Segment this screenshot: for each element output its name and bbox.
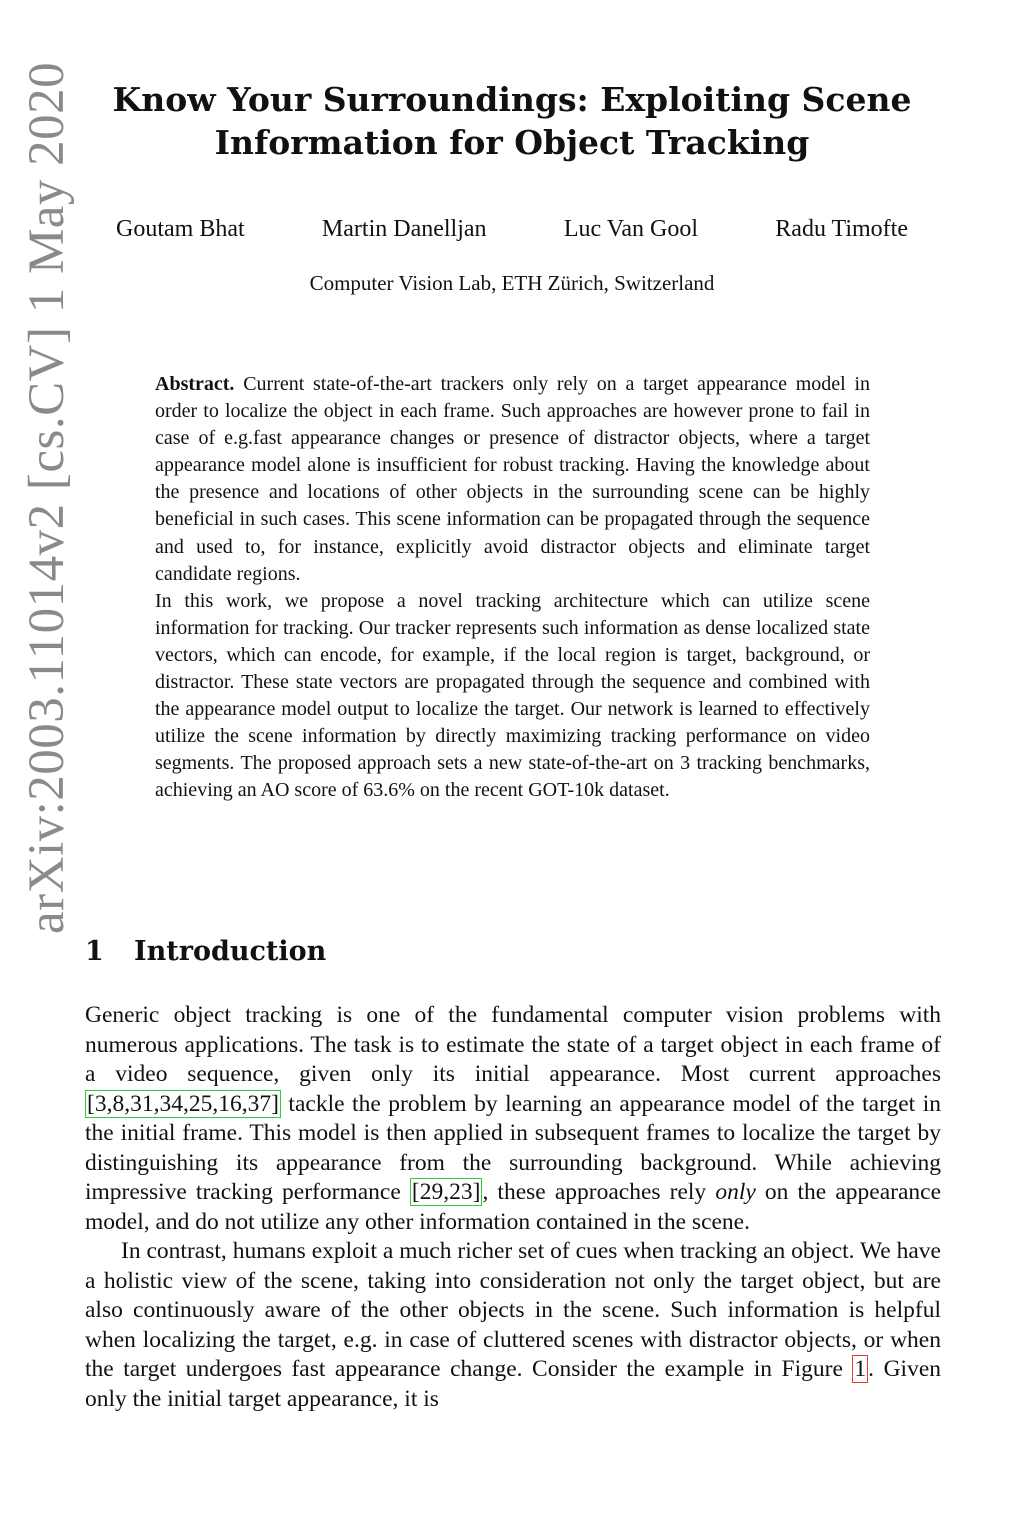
arxiv-identifier-stamp: arXiv:2003.11014v2 [cs.CV] 1 May 2020 xyxy=(19,61,75,934)
figure-reference-link[interactable]: 1 xyxy=(854,1356,867,1382)
author-4: Radu Timofte xyxy=(775,216,908,242)
emphasis-text: only xyxy=(715,1179,756,1205)
intro-paragraph-1 xyxy=(85,1001,941,1237)
abstract xyxy=(155,371,870,805)
citation-link[interactable]: [29,23] xyxy=(411,1179,481,1205)
intro-text: on the appearance model, and do not utilize any other information contained in the scene. xyxy=(85,1179,942,1235)
intro-text: . Given only the initial target appearance, it is xyxy=(85,1356,941,1412)
paper-title xyxy=(96,78,928,164)
intro-text: , these approaches rely xyxy=(482,1179,716,1205)
title-line-1: Know Your Surroundings: Exploiting Scene xyxy=(112,80,912,119)
author-2: Martin Danelljan xyxy=(321,216,487,242)
affiliation: Computer Vision Lab, ETH Zürich, Switzerland xyxy=(309,271,715,295)
introduction-body xyxy=(85,1001,941,1414)
section-title: Introduction xyxy=(134,936,327,967)
citation-link[interactable]: [3,8,31,34,25,16,37] xyxy=(87,1090,279,1117)
intro-text: tackle the problem by learning an appearance model of the target in the initial frame. This model is then applied in subsequent frames to localize the target by distinguishing its appearance from the surrounding background. While achieving impressive tracking performance xyxy=(85,1090,941,1205)
abstract-paragraph-2: In this work, we propose a novel tracking architecture which can utilize scene information for tracking. Our tracker represents such information as dense localized state vectors, which can encode, for example, if the local region is target, background, or distractor. These state vectors are propagated through the sequence and combined with the appearance model output to localize the target. Our network is learned to effectively utilize the scene information by directly maximizing tracking performance on video segments. The proposed approach sets a new state-of-the-art on 3 tracking benchmarks, achieving an AO score of 63.6% on the recent GOT-10k dataset. xyxy=(155,589,870,802)
author-3: Luc Van Gool xyxy=(563,216,699,242)
section-number: 1 xyxy=(85,936,104,967)
section-heading xyxy=(85,936,326,967)
author-list xyxy=(96,216,928,243)
intro-paragraph-2 xyxy=(85,1237,941,1414)
intro-text: Generic object tracking is one of the fundamental computer vision problems with numerous applications. The task is to estimate the state of a target object in each frame of a video sequence, given only its initial appearance. Most current approaches xyxy=(85,1002,941,1087)
title-line-2: Information for Object Tracking xyxy=(214,123,810,162)
author-1: Goutam Bhat xyxy=(116,216,245,242)
abstract-paragraph-1: Current state-of-the-art trackers only rely on a target appearance model in order to localize the object in each frame. Such approaches are however prone to fail in case of e.g.fast appearance changes or presence of distractor objects, where a target appearance model alone is insufficient for robust tracking. Having the knowledge about the presence and locations of other objects in the surrounding scene can be highly beneficial in such cases. This scene information can be propagated through the sequence and used to, for instance, explicitly avoid distractor objects and eliminate target candidate regions. xyxy=(155,373,870,585)
intro-text: In contrast, humans exploit a much richer set of cues when tracking an object. We have a holistic view of the scene, taking into consideration not only the target object, but are also continuously aware of the other objects in the scene. Such information is helpful when localizing the target, e.g. in case of cluttered scenes with distractor objects, or when the target undergoes fast appearance change. Consider the example in Figure xyxy=(85,1238,941,1382)
abstract-label: Abstract. xyxy=(155,373,235,395)
